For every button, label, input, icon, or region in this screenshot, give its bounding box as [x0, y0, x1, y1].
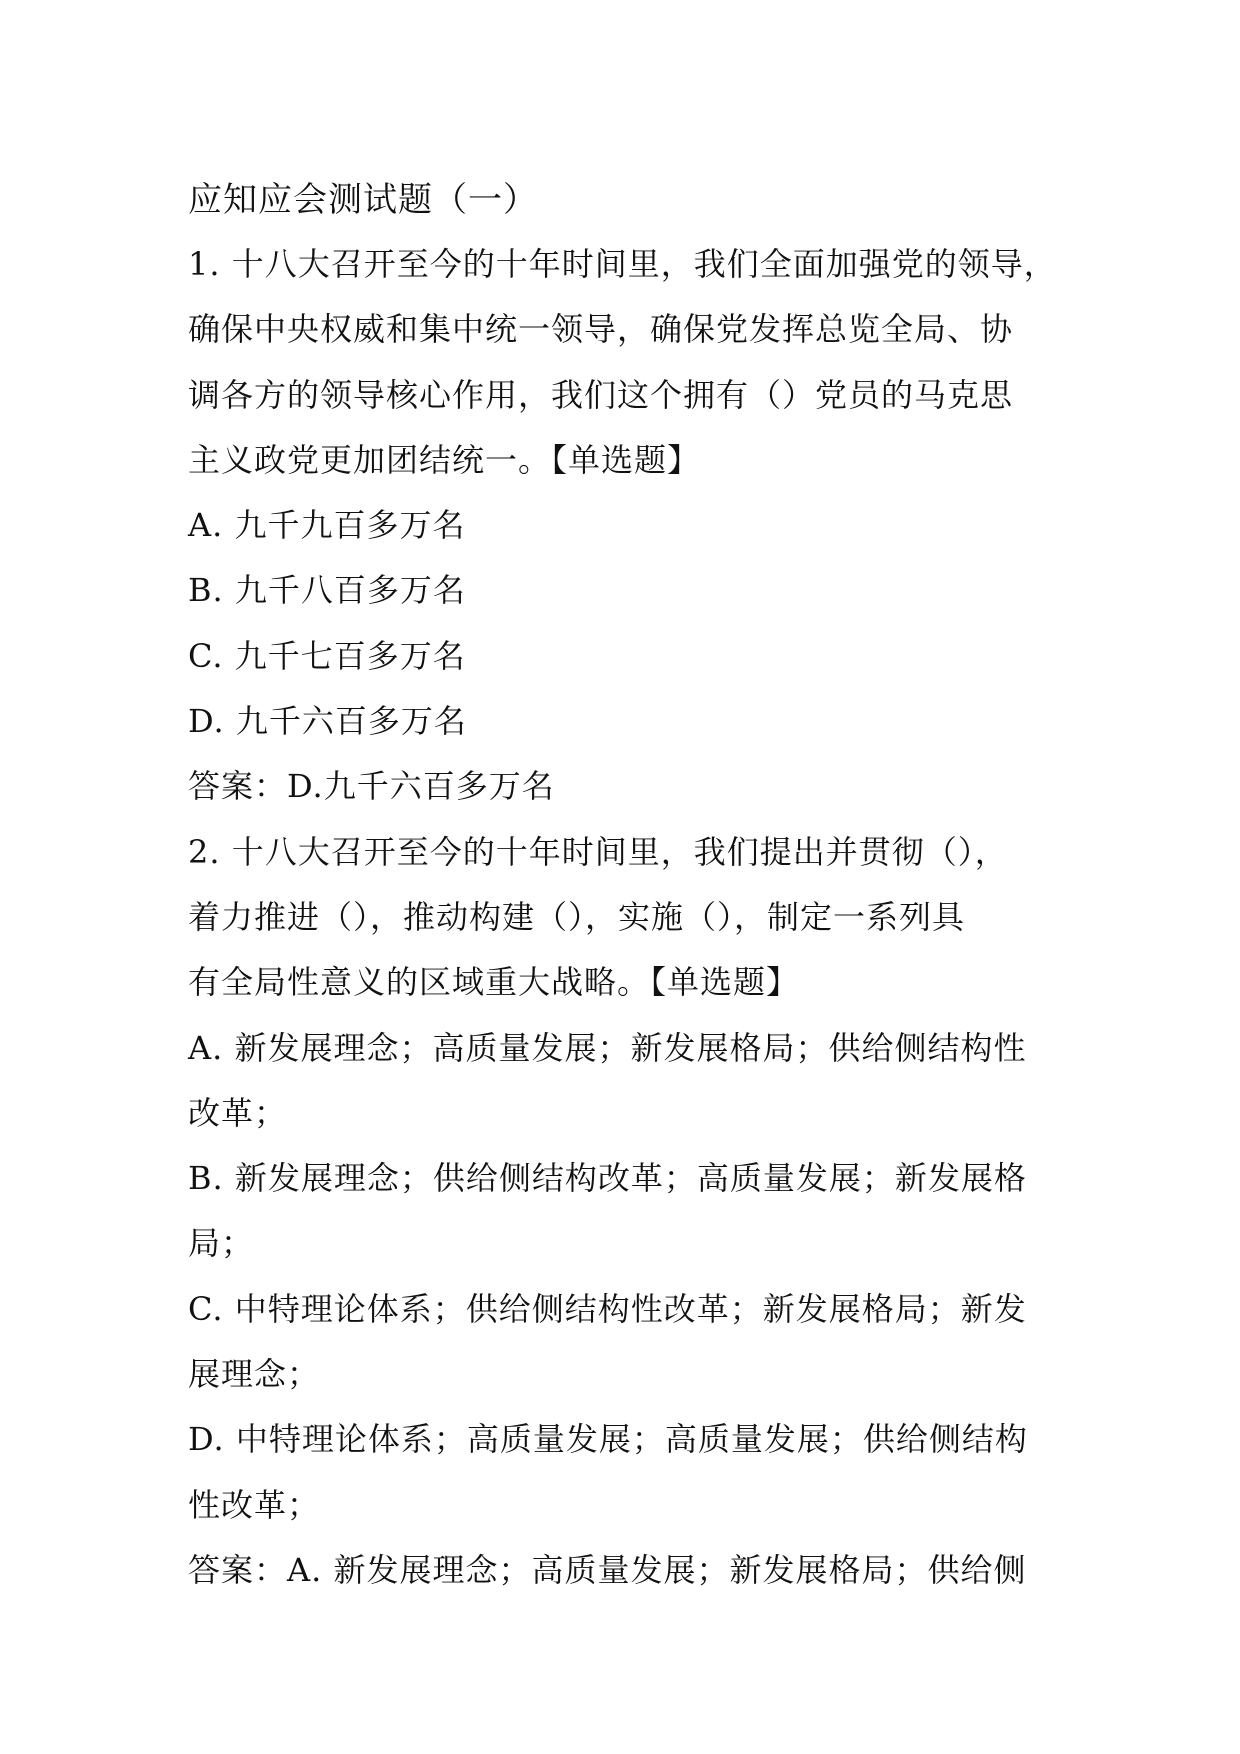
question-1	[188, 232, 1068, 820]
question-1-line: 确保中央权威和集中统一领导，确保党发挥总览全局、协	[188, 310, 1014, 349]
question-2-option-b: B. 新发展理念；供给侧结构改革；高质量发展；新发展格	[188, 1159, 1027, 1198]
question-2	[188, 820, 1068, 1604]
question-1-option-b: B. 九千八百多万名	[188, 571, 466, 610]
page-title: 应知应会测试题（一）	[188, 180, 538, 220]
question-2-answer: 答案：A. 新发展理念；高质量发展；新发展格局；供给侧	[188, 1550, 1027, 1589]
question-2-line: 2. 十八大召开至今的十年时间里，我们提出并贯彻（），	[188, 832, 1008, 871]
question-2-option-c-continued: 展理念；	[188, 1355, 321, 1394]
question-1-line: 1. 十八大召开至今的十年时间里，我们全面加强党的领导，	[188, 245, 1057, 283]
question-2-option-d-continued: 性改革；	[188, 1485, 321, 1524]
question-2-option-c: C. 中特理论体系；供给侧结构性改革；新发展格局；新发	[188, 1289, 1027, 1328]
question-1-answer: 答案：D.九千六百多万名	[188, 767, 555, 806]
question-1-option-a: A. 九千九百多万名	[188, 506, 466, 545]
question-2-option-d: D. 中特理论体系；高质量发展；高质量发展；供给侧结构	[188, 1420, 1028, 1459]
question-2-line: 有全局性意义的区域重大战略。【单选题】	[188, 963, 800, 1002]
question-1-line: 主义政党更加团结统一。【单选题】	[188, 440, 701, 479]
question-1-option-d: D. 九千六百多万名	[188, 702, 467, 741]
question-2-line: 着力推进（），推动构建（），实施（），制定一系列具	[188, 897, 966, 936]
question-2-option-b-continued: 局；	[188, 1224, 255, 1263]
question-1-option-c: C. 九千七百多万名	[188, 636, 466, 675]
question-1-line: 调各方的领导核心作用，我们这个拥有（）党员的马克思	[188, 375, 1014, 414]
question-2-option-a-continued: 改革；	[188, 1093, 288, 1132]
document-page	[188, 168, 1068, 1603]
question-2-option-a: A. 新发展理念；高质量发展；新发展格局；供给侧结构性	[188, 1028, 1027, 1067]
